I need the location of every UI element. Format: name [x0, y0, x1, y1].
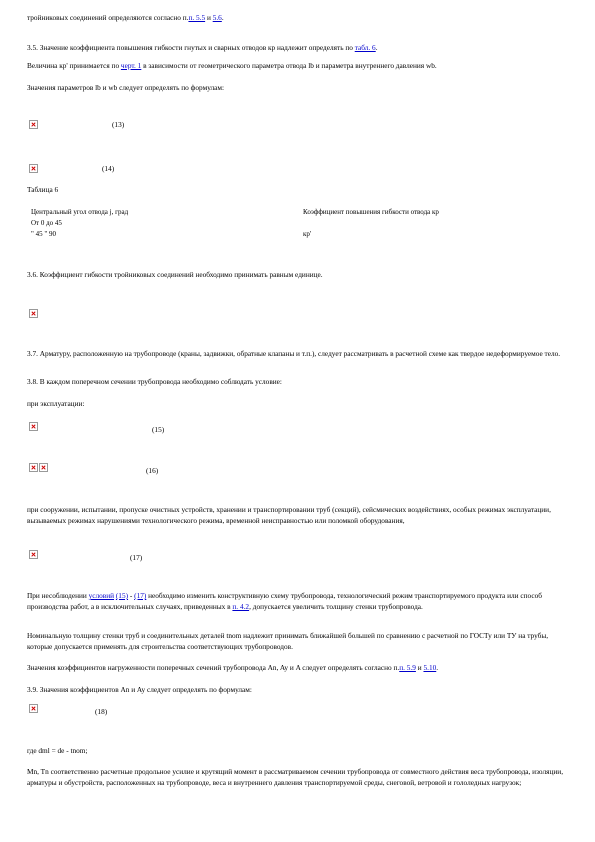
- p38-text: 3.8. В каждом поперечном сечении трубопровода необходимо соблюдать условие:: [27, 377, 282, 386]
- table-cell: кр': [303, 230, 312, 239]
- intro-paragraph: [27, 12, 572, 23]
- link-p-4-2[interactable]: п. 4.2: [232, 602, 250, 612]
- link-formula-15[interactable]: (15): [115, 591, 129, 600]
- formula-18-number: (18): [95, 707, 108, 716]
- paragraph-where: [27, 745, 572, 756]
- coef-end: .: [436, 663, 439, 672]
- paragraph-3-8: [27, 376, 572, 387]
- link-table-6[interactable]: табл. 6: [354, 43, 376, 52]
- formula-17: [27, 550, 572, 562]
- link-5-6[interactable]: 5.6: [212, 13, 222, 22]
- broken-image-icon: [29, 309, 38, 318]
- link-conditions[interactable]: условий: [88, 591, 115, 600]
- intro-mid: и: [205, 13, 213, 22]
- formula-16: [27, 463, 572, 475]
- link-p-5-5[interactable]: п. 5.5: [188, 13, 206, 22]
- formula-15: [27, 422, 572, 434]
- formula-18: [27, 704, 572, 716]
- paragraph-noncompliance: [27, 590, 572, 613]
- table-row: [27, 229, 572, 240]
- coef-mid: и: [415, 663, 424, 672]
- paragraph-coefficients: [27, 662, 572, 673]
- formula-15-number: (15): [152, 425, 165, 434]
- paragraph-nominal: [27, 630, 572, 653]
- paragraph-construction: [27, 504, 572, 527]
- paragraph-3-6: [27, 269, 572, 280]
- broken-image-icon: [29, 550, 38, 559]
- table-header-row: [27, 207, 572, 218]
- link-drawing-1[interactable]: черт. 1: [120, 61, 142, 70]
- fail-mid: -: [128, 591, 135, 600]
- table-cell: [299, 218, 572, 229]
- broken-image-icon: [29, 120, 38, 129]
- where-text: где dml = de - tnom;: [27, 746, 88, 755]
- link-p-5-9[interactable]: п. 5.9: [399, 663, 416, 672]
- p37-text: 3.7. Арматуру, расположенную на трубопроводе (краны, задвижки, обратные клапаны и т.п.), следует рассматривать в расчетной схеме как твердое недеформируемое тело.: [27, 349, 561, 358]
- formula-13-number: (13): [112, 120, 125, 129]
- table-header-cell: Коэффициент повышения гибкости отвода кр: [303, 208, 439, 216]
- exploitation-text: при эксплуатации:: [27, 399, 85, 408]
- broken-image-icon: [39, 463, 48, 472]
- paragraph-kp: [27, 60, 572, 71]
- table-6-caption: Таблица 6: [27, 185, 59, 194]
- coef-text: Значения коэффициентов нагруженности поперечных сечений трубопровода An, Ay и A следует определять согласно п.: [27, 663, 400, 672]
- link-formula-17[interactable]: (17): [134, 591, 147, 600]
- paragraph-exploitation: [27, 398, 572, 409]
- fail-text-3: , допускается увеличить толщину стенки трубопровода.: [249, 602, 423, 612]
- table-6: [27, 207, 572, 241]
- table-cell: " 45 " 90: [31, 230, 56, 239]
- formula-17-number: (17): [130, 553, 143, 562]
- table-cell: От 0 до 45: [31, 219, 62, 228]
- formula-3-6: [27, 309, 572, 321]
- formula-13: [27, 120, 572, 132]
- table-row: [27, 218, 572, 229]
- intro-text: тройниковых соединений определяются согласно п.: [27, 13, 189, 22]
- paragraph-3-7: [27, 348, 572, 359]
- formulas-intro-text: Значения параметров lb и wb следует определять по формулам:: [27, 83, 225, 92]
- p35-end: .: [375, 43, 378, 52]
- table-header-cell: Центральный угол отвода j, град: [31, 208, 129, 216]
- fail-text-1: При несоблюдении: [27, 591, 89, 600]
- paragraph-3-5: [27, 42, 572, 53]
- broken-image-icon: [29, 422, 38, 431]
- broken-image-icon: [29, 164, 38, 173]
- formula-14-number: (14): [102, 164, 115, 173]
- intro-end: .: [221, 13, 224, 22]
- paragraph-formulas-intro: [27, 82, 572, 93]
- p35-text: 3.5. Значение коэффициента повышения гибкости гнутых и сварных отводов кр надлежит определять по: [27, 43, 355, 52]
- broken-image-icon: [29, 704, 38, 713]
- nominal-text: Номинальную толщину стенки труб и соединительных деталей tnom надлежит принимать ближайшей большей по сравнению с расчетной по ГОСТу или ТУ на трубы, которые допускается применять для строительства соответствующих трубопроводов.: [27, 631, 549, 652]
- construction-text: при сооружении, испытании, пропуске очистных устройств, хранении и транспортировании труб (секций), сейсмических воздействиях, особых режимах эксплуатации, вызываемых режимах нарушениями технологического режима, временной неисправностью или поломкой оборудования,: [27, 505, 551, 526]
- fail-text-2: необходимо изменить конструктивную схему трубопровода, технологический режим транспортируемого продукта или способ производства работ, а в исключительных случаях, приведенных в: [27, 591, 542, 612]
- paragraph-mn: [27, 766, 572, 789]
- kp-text: Величина кр' принимается по: [27, 61, 121, 70]
- formula-14: [27, 164, 572, 176]
- p39-text: 3.9. Значения коэффициентов An и Ay следует определять по формулам:: [27, 685, 252, 694]
- mn-text: Mn, Tn соответственно расчетные продольное усилие и крутящий момент в рассматриваемом сечении трубопровода от совместного действия веса трубопровода, изоляции, арматуры и обустройств, расположенных на трубопроводе, веса и внутреннего давления транспортируемой среды, снеговой, ветровой и гололедных нагрузок;: [27, 767, 564, 788]
- kp-end: в зависимости от геометрического параметра отвода lb и параметра внутреннего давления wb.: [141, 61, 437, 70]
- p36-text: 3.6. Коэффициент гибкости тройниковых соединений необходимо принимать равным единице.: [27, 270, 323, 279]
- paragraph-3-9: [27, 684, 572, 695]
- link-5-10[interactable]: 5.10: [423, 663, 437, 672]
- broken-image-icon: [29, 463, 38, 472]
- formula-16-number: (16): [146, 466, 159, 475]
